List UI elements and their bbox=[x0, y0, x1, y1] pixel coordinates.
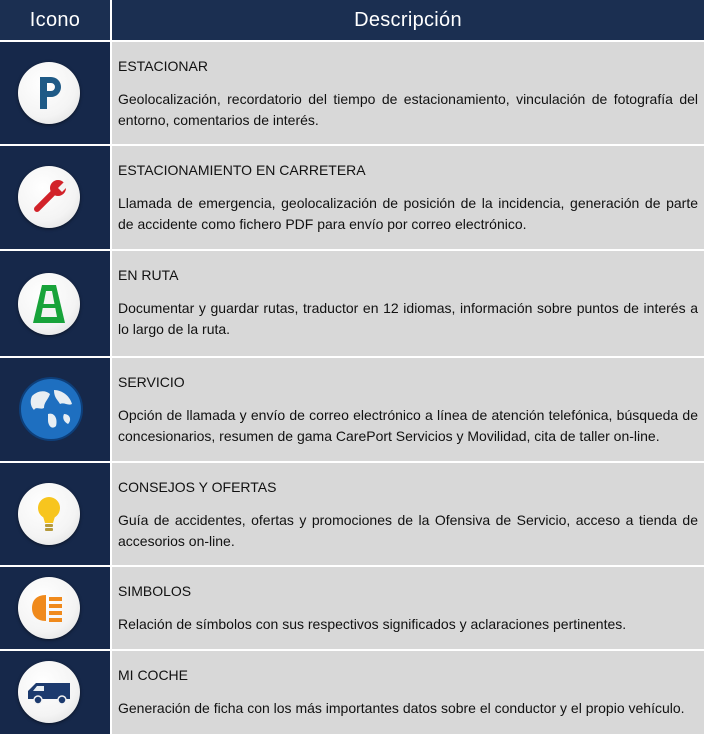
headlight-icon bbox=[18, 577, 80, 639]
table-row bbox=[0, 146, 704, 249]
table-row bbox=[0, 251, 704, 356]
row-description: Relación de símbolos con sus respectivos significados y aclaraciones pertinentes. bbox=[118, 616, 627, 632]
icon-cell bbox=[0, 146, 110, 249]
row-description: Guía de accidentes, ofertas y promociones de la Ofensiva de Servicio, acceso a tienda de accesorios on-line. bbox=[118, 512, 698, 549]
row-title: ESTACIONAMIENTO EN CARRETERA bbox=[118, 162, 366, 178]
icon-cell bbox=[0, 567, 110, 649]
icon-cell bbox=[0, 358, 110, 461]
description-cell bbox=[112, 42, 704, 144]
description-cell bbox=[112, 463, 704, 565]
icon-cell bbox=[0, 651, 110, 734]
row-title: SIMBOLOS bbox=[118, 583, 192, 599]
row-description: Llamada de emergencia, geolocalización de posición de la incidencia, generación de parte de accidente como fichero PDF para envío por correo electrónico. bbox=[118, 195, 698, 232]
highway-icon bbox=[18, 273, 80, 335]
description-cell bbox=[112, 358, 704, 461]
icon-cell bbox=[0, 251, 110, 356]
row-description: Documentar y guardar rutas, traductor en 12 idiomas, información sobre puntos de interés a lo largo de la ruta. bbox=[118, 300, 698, 337]
description-cell bbox=[112, 651, 704, 734]
row-description: Opción de llamada y envío de correo electrónico a línea de atención telefónica, búsqueda de concesionarios, resumen de gama CarePort Servicios y Movilidad, cita de taller on-line. bbox=[118, 407, 698, 444]
icon-cell bbox=[0, 463, 110, 565]
parking-icon bbox=[18, 62, 80, 124]
row-title: EN RUTA bbox=[118, 267, 179, 283]
row-description: Geolocalización, recordatorio del tiempo de estacionamiento, vinculación de fotografía del entorno, comentarios de interés. bbox=[118, 91, 698, 128]
row-title: SERVICIO bbox=[118, 374, 185, 390]
row-title: CONSEJOS Y OFERTAS bbox=[118, 479, 277, 495]
table-row bbox=[0, 42, 704, 144]
row-description: Generación de ficha con los más importantes datos sobre el conductor y el propio vehículo. bbox=[118, 700, 685, 716]
icon-cell bbox=[0, 42, 110, 144]
description-cell bbox=[112, 251, 704, 356]
wrench-icon bbox=[18, 166, 80, 228]
header-icon-column: Icono bbox=[0, 0, 110, 40]
table-row bbox=[0, 651, 704, 734]
header-description-column: Descripción bbox=[112, 0, 704, 40]
description-cell bbox=[112, 567, 704, 649]
table-row bbox=[0, 463, 704, 565]
van-icon bbox=[18, 661, 80, 723]
table-row bbox=[0, 567, 704, 649]
globe-icon bbox=[18, 376, 84, 442]
table-row bbox=[0, 358, 704, 461]
description-cell bbox=[112, 146, 704, 249]
lightbulb-icon bbox=[18, 483, 80, 545]
row-title: MI COCHE bbox=[118, 667, 188, 683]
row-title: ESTACIONAR bbox=[118, 58, 208, 74]
